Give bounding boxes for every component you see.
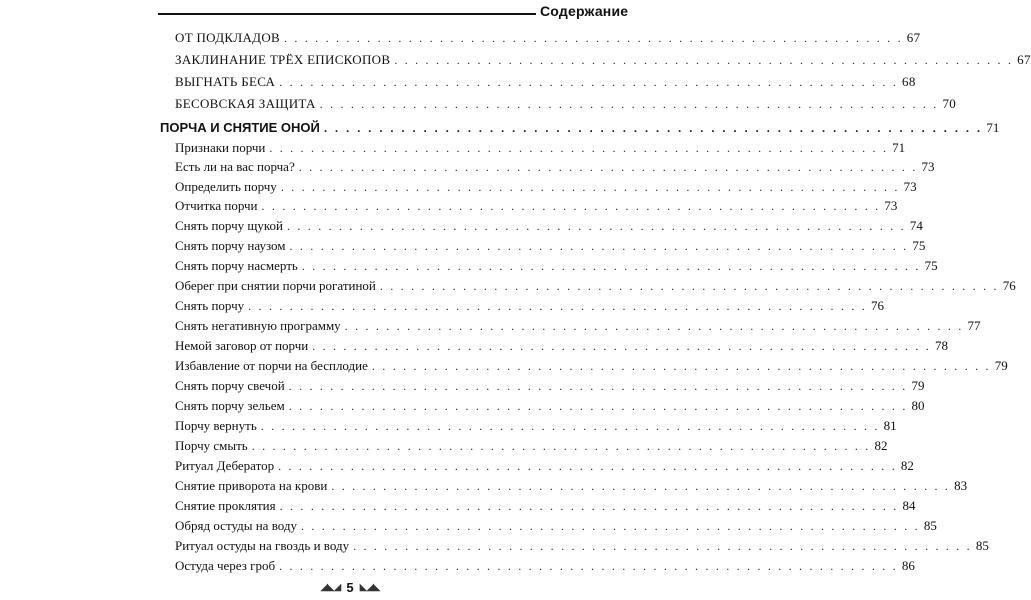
toc-entry-page: 71 [892,140,906,155]
toc-entry-page: 73 [884,198,898,213]
toc-entry-page: 68 [902,74,916,89]
dot-leader: . . . . . . . . . . . . . . . . . . . . . . . . . . . . . . . . . . . . . . . . . . . . . . . . . . . . . . . . . . . . [371,359,991,373]
toc-entry [175,296,884,316]
toc-entry-label: Порчу смыть [175,438,248,453]
toc-entry [175,72,916,92]
toc-entry-label: Снять порчу свечой [175,378,285,393]
toc-entry [175,456,914,476]
toc-entry-label: Снять негативную программу [175,318,341,333]
toc-entry-page: 77 [967,318,981,333]
dot-leader: . . . . . . . . . . . . . . . . . . . . . . . . . . . . . . . . . . . . . . . . . . . . . . . . . . . . . . . . . . . . [288,379,908,393]
dot-leader: . . . . . . . . . . . . . . . . . . . . . . . . . . . . . . . . . . . . . . . . . . . . . . . . . . . . . . . . . . . . [287,219,906,233]
toc-entry [175,94,957,114]
toc-entry-page: 84 [902,498,916,513]
toc-entry-page: 76 [1002,278,1016,293]
dot-leader: . . . . . . . . . . . . . . . . . . . . . . . . . . . . . . . . . . . . . . . . . . . . . . . . . . . . . . . . . . . . [323,121,983,135]
dot-leader: . . . . . . . . . . . . . . . . . . . . . . . . . . . . . . . . . . . . . . . . . . . . . . . . . . . . . . . . . . . . [279,499,899,513]
toc-entry [175,236,926,256]
dot-leader: . . . . . . . . . . . . . . . . . . . . . . . . . . . . . . . . . . . . . . . . . . . . . . . . . . . . . . . . . . . . [331,479,951,493]
toc-entry [175,256,938,276]
toc-entry-label: Немой заговор от порчи [175,338,309,353]
toc-entry [175,50,1031,70]
toc-entry-page: 79 [911,378,925,393]
toc-entry-page: 73 [921,159,935,174]
dot-leader: . . . . . . . . . . . . . . . . . . . . . . . . . . . . . . . . . . . . . . . . . . . . . . . . . . . . . . . . . . . . [353,539,972,553]
toc-entry [175,416,897,436]
toc-entry-page: 86 [901,558,915,573]
dot-leader: . . . . . . . . . . . . . . . . . . . . . . . . . . . . . . . . . . . . . . . . . . . . . . . . . . . . . . . . . . . . [269,141,889,155]
dot-leader: . . . . . . . . . . . . . . . . . . . . . . . . . . . . . . . . . . . . . . . . . . . . . . . . . . . . . . . . . . . . [279,75,899,89]
dot-leader: . . . . . . . . . . . . . . . . . . . . . . . . . . . . . . . . . . . . . . . . . . . . . . . . . . . . . . . . . . . . [283,31,903,45]
dot-leader: . . . . . . . . . . . . . . . . . . . . . . . . . . . . . . . . . . . . . . . . . . . . . . . . . . . . . . . . . . . . [344,319,964,333]
dot-leader: . . . . . . . . . . . . . . . . . . . . . . . . . . . . . . . . . . . . . . . . . . . . . . . . . . . . . . . . . . . . [319,97,939,111]
toc-entry-page: 82 [874,438,888,453]
toc-entry-label: ОТ ПОДКЛАДОВ [175,30,280,45]
toc-entry-page: 80 [911,398,925,413]
toc-entry-page: 75 [912,238,926,253]
toc-entry-label: Есть ли на вас порча? [175,159,295,174]
toc-entry-label: Снять порчу щукой [175,218,284,233]
page-footer [0,578,700,596]
toc-entry [175,28,921,48]
toc-entry [175,157,935,177]
toc-entry-label: Снятие проклятия [175,498,276,513]
toc-entry-label: Снять порчу наузом [175,238,286,253]
dot-leader: . . . . . . . . . . . . . . . . . . . . . . . . . . . . . . . . . . . . . . . . . . . . . . . . . . . . . . . . . . . . [279,559,898,573]
toc-entry [175,476,968,496]
ornament-left-icon: ◢◣◢ [320,581,341,593]
ornament-right-icon: ◣◢◣ [359,581,380,593]
dot-leader: . . . . . . . . . . . . . . . . . . . . . . . . . . . . . . . . . . . . . . . . . . . . . . . . . . . . . . . . . . . . [261,199,881,213]
toc-entry-label: Отчитка порчи [175,198,258,213]
toc-entry [175,436,888,456]
toc-entry [175,177,917,197]
toc-entry-label: Ритуал Дебератор [175,458,275,473]
toc-entry-page: 67 [906,30,921,45]
toc-entry [175,196,898,216]
toc-entry-label: Снять порчу зельем [175,398,285,413]
dot-leader: . . . . . . . . . . . . . . . . . . . . . . . . . . . . . . . . . . . . . . . . . . . . . . . . . . . . . . . . . . . . [301,259,921,273]
toc-entry [175,496,916,516]
toc-entry-label: Снять порчу [175,298,245,313]
toc-entry [175,216,923,236]
toc-entry-label: Оберег при снятии порчи рогатиной [175,278,376,293]
dot-leader: . . . . . . . . . . . . . . . . . . . . . . . . . . . . . . . . . . . . . . . . . . . . . . . . . . . . . . . . . . . . [394,53,1014,67]
toc-entry [175,356,1008,376]
toc-entry [175,138,906,158]
dot-leader: . . . . . . . . . . . . . . . . . . . . . . . . . . . . . . . . . . . . . . . . . . . . . . . . . . . . . . . . . . . . [379,279,999,293]
toc-entry-label: Порчу вернуть [175,418,257,433]
toc-entry-label: Снять порчу насмерть [175,258,298,273]
toc-entry-label: ВЫГНАТЬ БЕСА [175,74,276,89]
toc-entry [175,556,915,576]
toc-entry [175,516,937,536]
toc-entry-page: 85 [923,518,937,533]
toc-entry-label: Признаки порчи [175,140,266,155]
toc-entry [175,276,1016,296]
toc-entry-page: 75 [924,258,938,273]
toc-entry [175,536,989,556]
section-page: 71 [986,120,1000,135]
toc-entry-page: 79 [994,358,1008,373]
dot-leader: . . . . . . . . . . . . . . . . . . . . . . . . . . . . . . . . . . . . . . . . . . . . . . . . . . . . . . . . . . . . [248,299,867,313]
toc-section-heading [160,118,1000,138]
toc-entry-page: 67 [1017,52,1031,67]
toc-entry [175,396,925,416]
toc-entry-page: 81 [883,418,897,433]
dot-leader: . . . . . . . . . . . . . . . . . . . . . . . . . . . . . . . . . . . . . . . . . . . . . . . . . . . . . . . . . . . . [289,239,909,253]
toc-entry-page: 70 [942,96,957,111]
toc-entry-label: Снятие приворота на крови [175,478,328,493]
toc-entry-label: ЗАКЛИНАНИЕ ТРЁХ ЕПИСКОПОВ [175,52,391,67]
dot-leader: . . . . . . . . . . . . . . . . . . . . . . . . . . . . . . . . . . . . . . . . . . . . . . . . . . . . . . . . . . . . [278,459,897,473]
dot-leader: . . . . . . . . . . . . . . . . . . . . . . . . . . . . . . . . . . . . . . . . . . . . . . . . . . . . . . . . . . . . [312,339,932,353]
toc-entry [175,336,949,356]
dot-leader: . . . . . . . . . . . . . . . . . . . . . . . . . . . . . . . . . . . . . . . . . . . . . . . . . . . . . . . . . . . . [280,180,900,194]
page-header-title: Содержание [540,3,629,19]
section-label: ПОРЧА И СНЯТИЕ ОНОЙ [160,120,320,135]
toc-entry-label: Определить порчу [175,179,277,194]
toc-entry-page: 73 [903,179,917,194]
toc-entry-label: Избавление от порчи на бесплодие [175,358,368,373]
page-number: 5 [346,579,354,595]
toc-entry-label: Ритуал остуды на гвоздь и воду [175,538,350,553]
toc-entry-page: 83 [954,478,968,493]
dot-leader: . . . . . . . . . . . . . . . . . . . . . . . . . . . . . . . . . . . . . . . . . . . . . . . . . . . . . . . . . . . . [298,160,918,174]
toc-entry-label: БЕСОВСКАЯ ЗАЩИТА [175,96,316,111]
toc-entry-page: 74 [909,218,923,233]
toc-entry [175,376,925,396]
dot-leader: . . . . . . . . . . . . . . . . . . . . . . . . . . . . . . . . . . . . . . . . . . . . . . . . . . . . . . . . . . . . [260,419,880,433]
toc-entry [175,316,981,336]
dot-leader: . . . . . . . . . . . . . . . . . . . . . . . . . . . . . . . . . . . . . . . . . . . . . . . . . . . . . . . . . . . . [301,519,920,533]
toc-entry-page: 85 [975,538,989,553]
dot-leader: . . . . . . . . . . . . . . . . . . . . . . . . . . . . . . . . . . . . . . . . . . . . . . . . . . . . . . . . . . . . [288,399,908,413]
toc-entry-page: 78 [935,338,949,353]
toc-entry-page: 82 [900,458,914,473]
toc-entry-label: Остуда через гроб [175,558,276,573]
toc-entry-page: 76 [870,298,884,313]
dot-leader: . . . . . . . . . . . . . . . . . . . . . . . . . . . . . . . . . . . . . . . . . . . . . . . . . . . . . . . . . . . . [251,439,871,453]
toc-entry-label: Обряд остуды на воду [175,518,297,533]
